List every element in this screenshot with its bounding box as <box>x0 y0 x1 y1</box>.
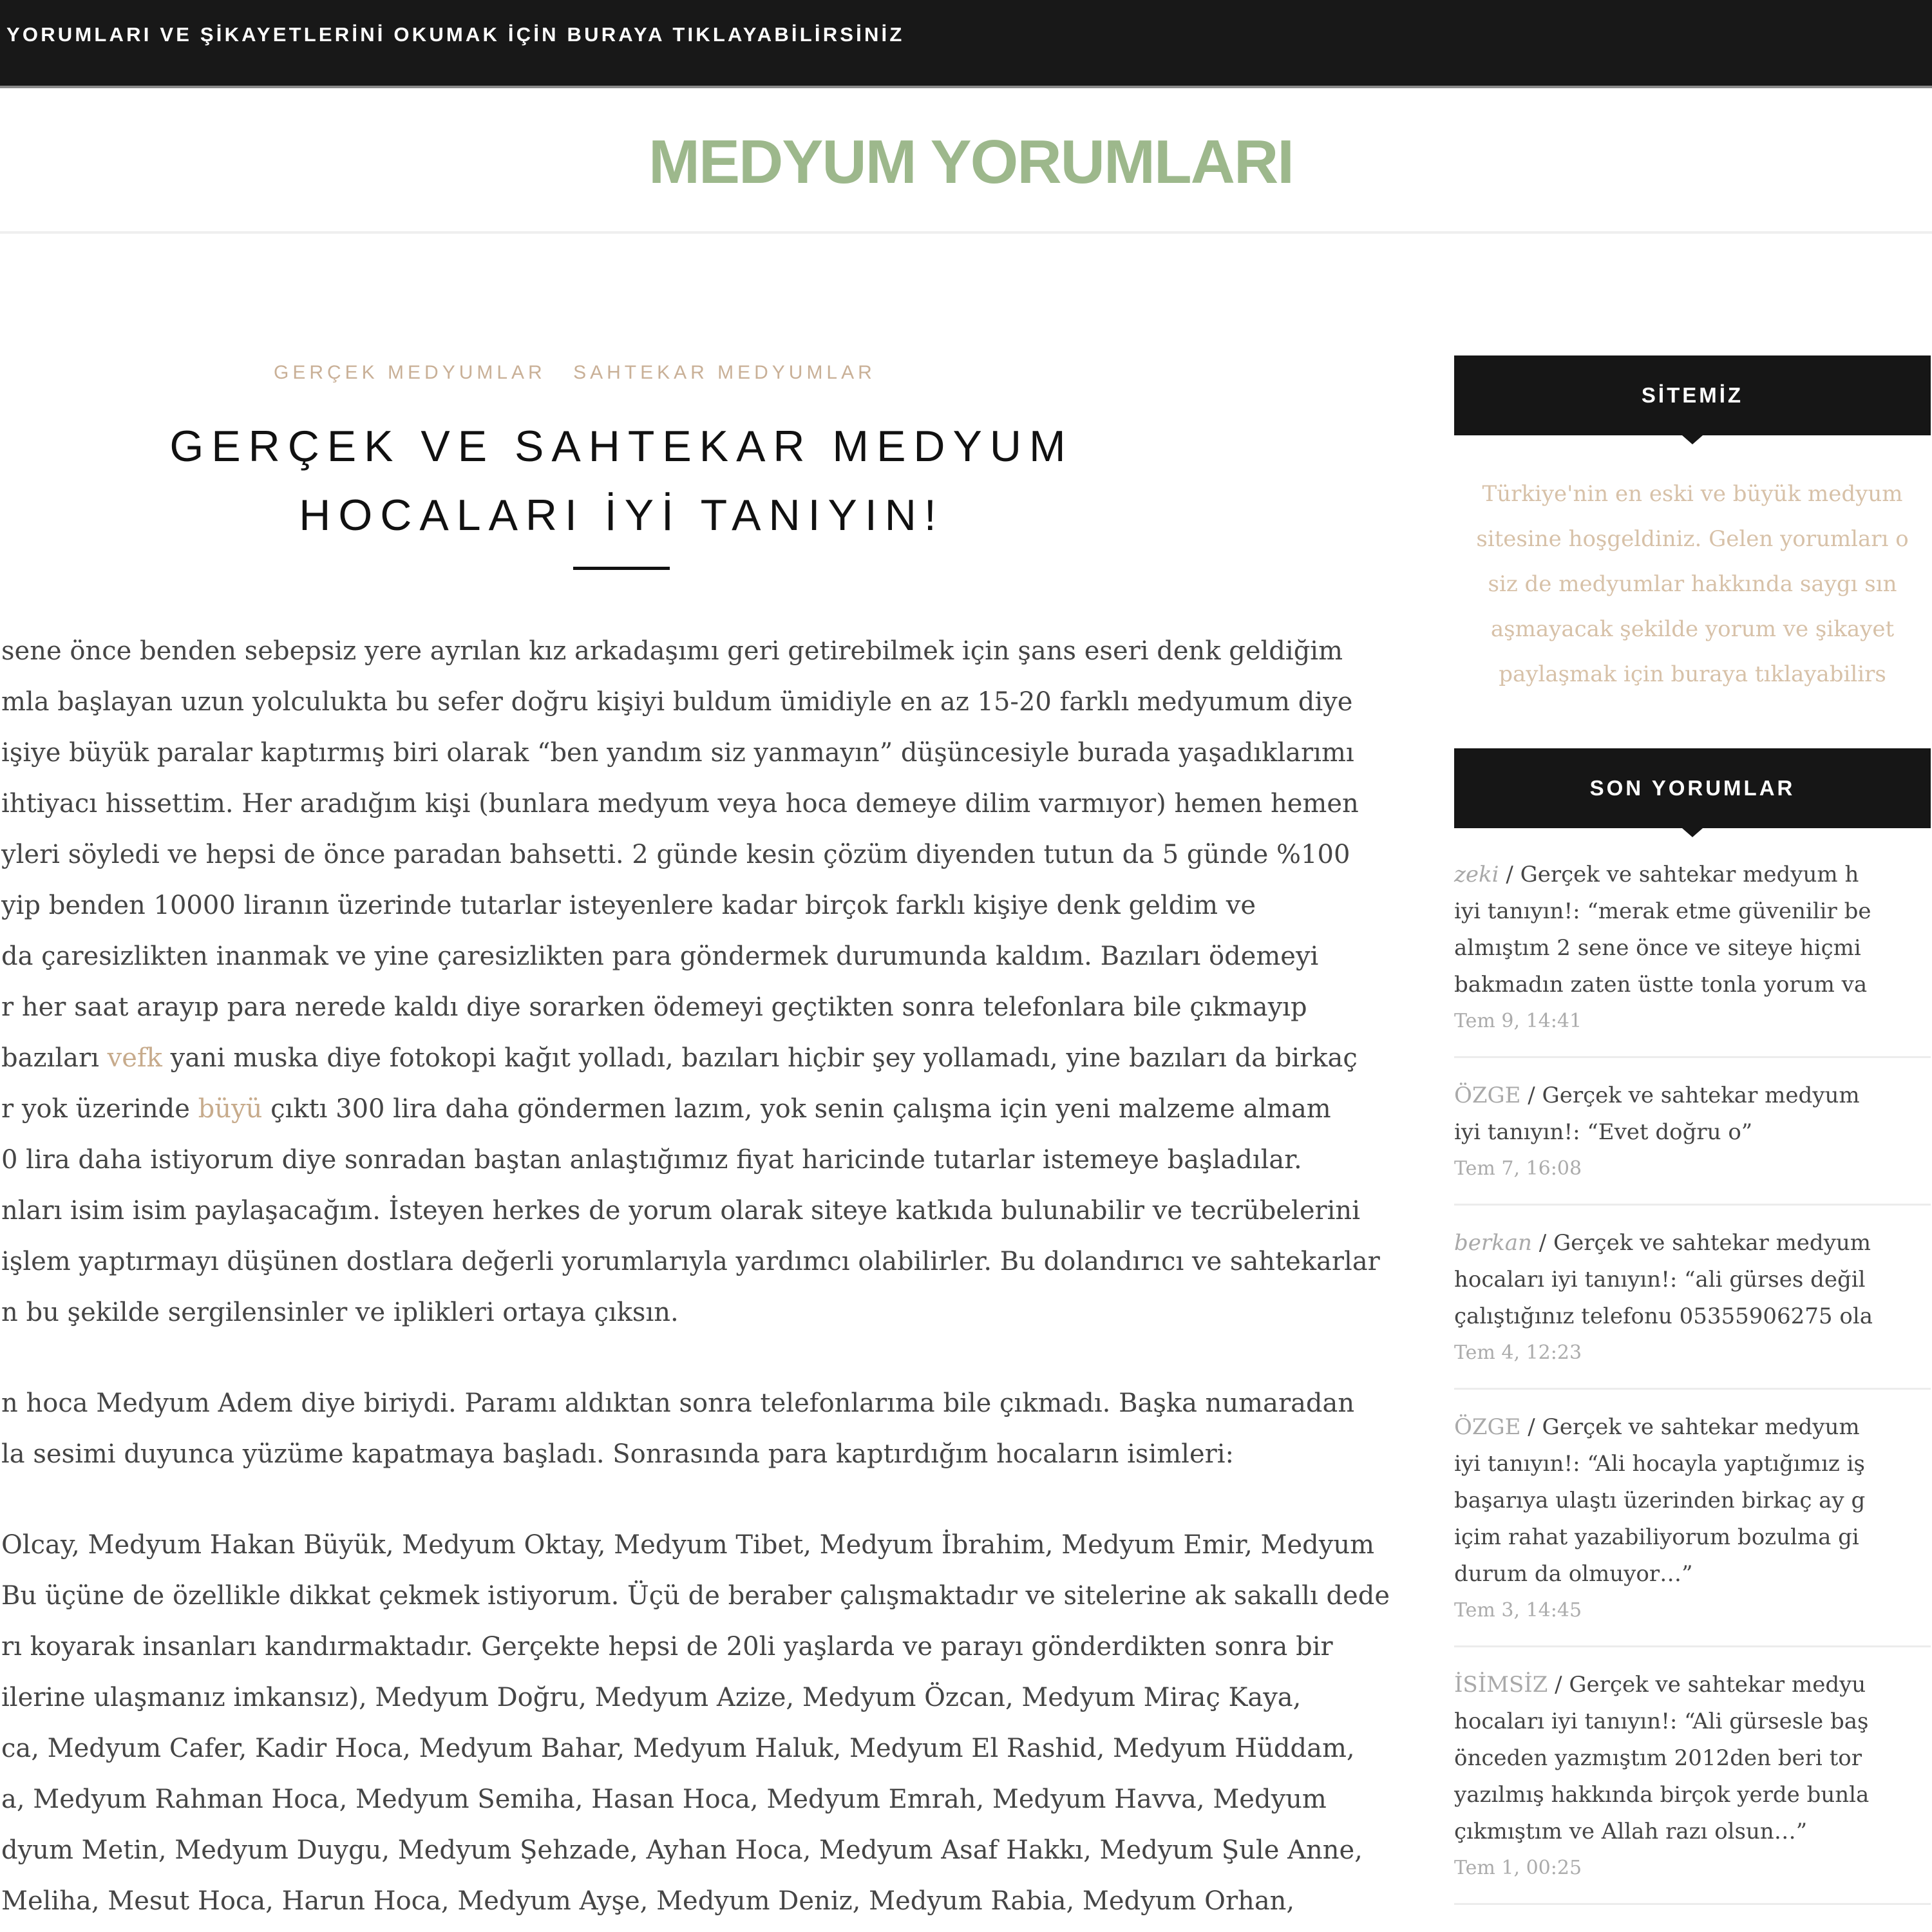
post-title-line: GERÇEK VE SAHTEKAR MEDYUM <box>169 422 1074 471</box>
comment-post-link[interactable]: / Gerçek ve sahtekar medyu <box>1548 1672 1866 1698</box>
text-line: ilerine ulaşmanız imkansız), Medyum Doğru, Medyum Azize, Medyum Özcan, Medyum Miraç Kaya, <box>1 1683 1302 1712</box>
text-line: mla başlayan uzun yolculukta bu sefer doğru kişiyi buldum ümidiyle en az 15-20 farklı medyumum diye <box>1 687 1353 717</box>
recent-comments-list <box>1454 857 1931 1905</box>
text-line: yleri söyledi ve hepsi de önce paradan bahsetti. 2 günde kesin çözüm diyenden tutun da 5 günde %100 <box>1 840 1350 869</box>
post-title-line: HOCALARI İYİ TANIYIN! <box>299 491 944 540</box>
about-link[interactable] <box>1454 471 1931 697</box>
text: yani muska diye fotokopi kağıt yolladı, bazıları hiçbir şey yollamadı, yine bazıları da birkaç <box>162 1043 1358 1073</box>
comment-item <box>1454 857 1931 1058</box>
comment-line: hocaları iyi tanıyın!: “Ali gürsesle baş <box>1454 1709 1869 1734</box>
text: bazıları <box>1 1043 108 1073</box>
text-line: Meliha, Mesut Hoca, Harun Hoca, Medyum Ayşe, Medyum Deniz, Medyum Rabia, Medyum Orhan, <box>1 1886 1295 1916</box>
text-line: la sesimi duyunca yüzüme kapatmaya başladı. Sonrasında para kaptırdığım hocaların isimleri: <box>1 1439 1235 1469</box>
comment-line <box>1454 857 1931 893</box>
comment-line: içim rahat yazabiliyorum bozulma gi <box>1454 1524 1859 1550</box>
text-line: n hoca Medyum Adem diye biriydi. Paramı aldıktan sonra telefonlarıma bile çıkmadı. Başka numaradan <box>1 1388 1355 1418</box>
comment-line <box>1454 1667 1931 1703</box>
text-line: a, Medyum Rahman Hoca, Medyum Semiha, Hasan Hoca, Medyum Emrah, Medyum Havva, Medyum <box>1 1785 1327 1814</box>
text-line: n bu şekilde sergilensinler ve iplikleri ortaya çıksın. <box>1 1298 679 1327</box>
about-line: siz de medyumlar hakkında saygı sın <box>1488 571 1897 597</box>
text-line: da çaresizlikten inanmak ve yine çaresizlikten para göndermek durumunda kaldım. Bazıları ödemeyi <box>1 942 1319 971</box>
text: r yok üzerinde <box>1 1094 198 1124</box>
widget-header-sitemiz <box>1454 355 1931 435</box>
comment-line: bakmadın zaten üstte tonla yorum va <box>1454 972 1868 998</box>
category-link-gercek[interactable]: GERÇEK MEDYUMLAR <box>274 362 546 383</box>
about-line: Türkiye'nin en eski ve büyük medyum <box>1482 481 1903 507</box>
top-bar <box>0 0 1932 88</box>
comment-date: Tem 1, 00:25 <box>1454 1857 1582 1879</box>
text-line <box>1 1033 1379 1084</box>
comment-line <box>1454 1077 1931 1114</box>
caret-down-icon <box>1682 828 1703 837</box>
text-line: ca, Medyum Cafer, Kadir Hoca, Medyum Bahar, Medyum Haluk, Medyum El Rashid, Medyum Hüddam, <box>1 1734 1355 1763</box>
comment-post-link[interactable]: / Gerçek ve sahtekar medyum <box>1531 1230 1871 1256</box>
text-line: işlem yaptırmayı düşünen dostlara değerli yorumlarıyla yardımcı olabilirler. Bu dolandırıcı ve sahtekarlar <box>1 1247 1380 1276</box>
widget-title: SON YORUMLAR <box>1589 776 1795 800</box>
comment-line: çalıştığınız telefonu 05355906275 ola <box>1454 1303 1873 1329</box>
comment-line: durum da olmuyor…” <box>1454 1561 1693 1587</box>
about-line: sitesine hoşgeldiniz. Gelen yorumları o <box>1476 526 1909 552</box>
sidebar <box>1454 355 1931 1924</box>
text-line: ihtiyacı hissettim. Her aradığım kişi (bunlara medyum veya hoca demeye dilim varmıyor) hemen hemen <box>1 789 1359 819</box>
comment-author[interactable]: berkan <box>1454 1230 1532 1256</box>
comment-post-link[interactable]: / Gerçek ve sahtekar medyum h <box>1499 862 1859 887</box>
comment-date: Tem 4, 12:23 <box>1454 1341 1582 1364</box>
text-line: dyum Metin, Medyum Duygu, Medyum Şehzade, Ayhan Hoca, Medyum Asaf Hakkı, Medyum Şule Anne, <box>1 1835 1363 1865</box>
top-bar-link[interactable]: YORUMLARI VE ŞİKAYETLERİNİ OKUMAK İÇİN BURAYA TIKLAYABİLİRSİNİZ <box>6 23 905 46</box>
text-line: Olcay, Medyum Hakan Büyük, Medyum Oktay, Medyum Tibet, Medyum İbrahim, Medyum Emir, Medyum <box>1 1530 1375 1560</box>
text-line: nları isim isim paylaşacağım. İsteyen herkes de yorum olarak siteye katkıda bulunabilir ve tecrübelerini <box>1 1196 1360 1226</box>
comment-line: hocaları iyi tanıyın!: “ali gürses değil <box>1454 1267 1866 1293</box>
text-line: işiye büyük paralar kaptırmış biri olarak “ben yandım siz yanmayın” düşüncesiyle burada yaşadıklarımı <box>1 738 1354 768</box>
site-logo[interactable]: MEDYUM YORUMLARI <box>649 128 1293 196</box>
text-line: sene önce benden sebepsiz yere ayrılan kız arkadaşımı geri getirebilmek için şans eseri denk geldiğim <box>1 636 1343 666</box>
comment-author[interactable]: zeki <box>1454 862 1499 887</box>
comment-date: Tem 9, 14:41 <box>1454 1010 1582 1032</box>
text-line: r her saat arayıp para nerede kaldı diye sorarken ödemeyi geçtikten sonra telefonlara bile çıkmayıp <box>1 992 1307 1022</box>
text-line: Bu üçüne de özellikle dikkat çekmek istiyorum. Üçü de beraber çalışmaktadır ve sitelerine ak sakallı dede <box>1 1581 1390 1611</box>
comment-line <box>1454 1409 1931 1446</box>
comment-date: Tem 7, 16:08 <box>1454 1157 1582 1180</box>
comment-item <box>1454 1667 1931 1905</box>
comment-line: almıştım 2 sene önce ve siteye hiçmi <box>1454 935 1861 961</box>
comment-line: iyi tanıyın!: “Evet doğru o” <box>1454 1119 1753 1145</box>
comment-item <box>1454 1225 1931 1390</box>
category-link-sahtekar[interactable]: SAHTEKAR MEDYUMLAR <box>573 362 876 383</box>
post-content <box>1 626 1390 1927</box>
text-line: yip benden 10000 liranın üzerinde tutarlar isteyenlere kadar birçok farklı kişiye denk geldim ve <box>1 891 1256 920</box>
comment-author[interactable]: ÖZGE <box>1454 1083 1521 1108</box>
about-line: paylaşmak için buraya tıklayabilirs <box>1499 661 1886 687</box>
comment-line: yazılmış hakkında birçok yerde bunla <box>1454 1782 1870 1808</box>
widget-title: SİTEMİZ <box>1641 383 1744 407</box>
comment-date: Tem 3, 14:45 <box>1454 1599 1582 1622</box>
comment-item <box>1454 1409 1931 1647</box>
paragraph-1 <box>1 626 1379 1338</box>
text-line <box>1 1084 1379 1135</box>
comment-line <box>1454 1225 1931 1262</box>
comment-post-link[interactable]: / Gerçek ve sahtekar medyum <box>1520 1414 1860 1440</box>
comment-post-link[interactable]: / Gerçek ve sahtekar medyum <box>1520 1083 1860 1108</box>
post-categories <box>274 362 894 384</box>
buyu-link[interactable]: büyü <box>198 1094 263 1124</box>
about-line: aşmayacak şekilde yorum ve şikayet <box>1490 616 1895 642</box>
text: çıktı 300 lira daha göndermen lazım, yok senin çalışma için yeni malzeme almam <box>262 1094 1331 1124</box>
comment-author[interactable]: İSİMSİZ <box>1454 1672 1548 1698</box>
comment-line: önceden yazmıştım 2012den beri tor <box>1454 1745 1862 1771</box>
paragraph-3 <box>1 1520 1390 1927</box>
paragraph-2 <box>1 1378 1379 1480</box>
text-line: 0 lira daha istiyorum diye sonradan baştan anlaştığımız fiyat haricinde tutarlar istemeye başladılar. <box>1 1145 1302 1175</box>
comment-item <box>1454 1077 1931 1206</box>
title-divider <box>573 567 670 570</box>
caret-down-icon <box>1682 435 1703 444</box>
comment-author[interactable]: ÖZGE <box>1454 1414 1521 1440</box>
comment-line: iyi tanıyın!: “merak etme güvenilir be <box>1454 898 1871 924</box>
post-title <box>0 412 1243 550</box>
widget-header-son-yorumlar <box>1454 748 1931 828</box>
text-line: rı koyarak insanları kandırmaktadır. Gerçekte hepsi de 20li yaşlarda ve parayı gönderdikten sonra bir <box>1 1632 1333 1662</box>
site-header <box>0 88 1932 234</box>
comment-line: başarıya ulaştı üzerinden birkaç ay g <box>1454 1488 1866 1513</box>
comment-line: iyi tanıyın!: “Ali hocayla yaptığımız iş <box>1454 1451 1865 1477</box>
comment-line: çıkmıştım ve Allah razı olsun…” <box>1454 1819 1808 1844</box>
vefk-link[interactable]: vefk <box>107 1043 162 1073</box>
